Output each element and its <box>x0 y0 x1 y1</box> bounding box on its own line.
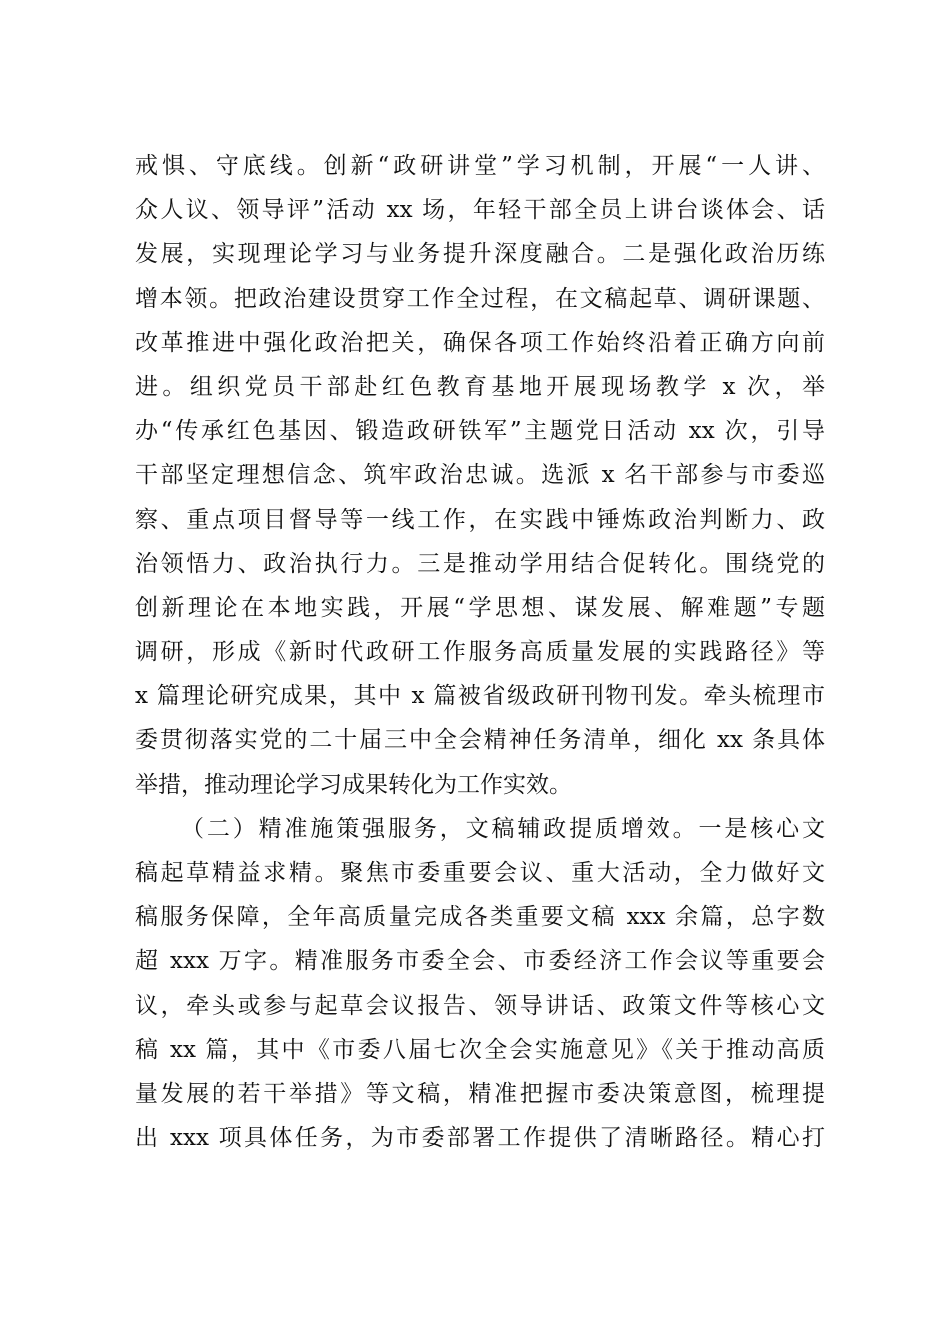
text-line: 量发展的若干举措》等文稿，精准把握市委决策意图，梳理提 <box>135 1080 825 1107</box>
text-line: 稿起草精益求精。聚焦市委重要会议、重大活动，全力做好文 <box>135 860 825 886</box>
text-line: 举措，推动理论学习成果转化为工作实效。 <box>135 771 572 798</box>
text-line: 进。组织党员干部赴红色教育基地开展现场教学 x 次，举 <box>135 373 825 400</box>
text-line: 稿 xx 篇，其中《市委八届七次全会实施意见》《关于推动高质 <box>135 1036 825 1063</box>
text-line: 戒惧、守底线。创新“政研讲堂”学习机制，开展“一人讲、 <box>135 153 825 179</box>
text-line: 众人议、领导评”活动 xx 场，年轻干部全员上讲台谈体会、话 <box>135 197 825 224</box>
text-line: 调研，形成《新时代政研工作服务高质量发展的实践路径》等 <box>135 639 825 666</box>
body-text <box>135 144 825 1160</box>
text-line: 委贯彻落实党的二十届三中全会精神任务清单，细化 xx 条具体 <box>135 727 825 754</box>
text-line: 增本领。把政治建设贯穿工作全过程，在文稿起草、调研课题、 <box>135 285 825 312</box>
text-line: 干部坚定理想信念、筑牢政治忠诚。选派 x 名干部参与市委巡 <box>135 462 825 489</box>
text-line: 改革推进中强化政治把关，确保各项工作始终沿着正确方向前 <box>135 329 825 356</box>
text-line: 议，牵头或参与起草会议报告、领导讲话、政策文件等核心文 <box>135 992 825 1019</box>
text-line: 出 xxx 项具体任务，为市委部署工作提供了清晰路径。精心打 <box>135 1125 825 1152</box>
section-heading-line: （二）精准施策强服务，文稿辅政提质增效。一是核心文 <box>181 815 825 842</box>
text-line: 创新理论在本地实践，开展“学思想、谋发展、解难题”专题 <box>135 594 825 621</box>
text-line: 稿服务保障，全年高质量完成各类重要文稿 xxx 余篇，总字数 <box>135 904 825 931</box>
text-line: 办“传承红色基因、锻造政研铁军”主题党日活动 xx 次，引导 <box>135 418 825 445</box>
text-line: 超 xxx 万字。精准服务市委全会、市委经济工作会议等重要会 <box>135 948 825 975</box>
text-line: 治领悟力、政治执行力。三是推动学用结合促转化。围绕党的 <box>135 550 825 577</box>
text-line: 察、重点项目督导等一线工作，在实践中锤炼政治判断力、政 <box>135 506 825 533</box>
text-line: x 篇理论研究成果，其中 x 篇被省级政研刊物刊发。牵头梳理市 <box>135 683 825 710</box>
text-line: 发展，实现理论学习与业务提升深度融合。二是强化政治历练 <box>135 241 825 268</box>
